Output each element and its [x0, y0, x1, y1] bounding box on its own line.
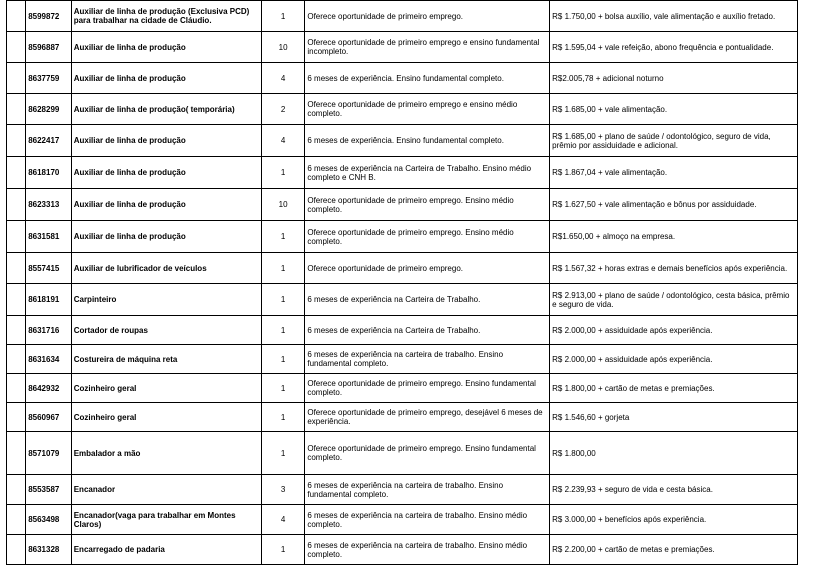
requirements: 6 meses de experiência. Ensino fundamental completo.: [305, 125, 550, 157]
job-title: Auxiliar de linha de produção: [71, 221, 261, 253]
job-title: Costureira de máquina reta: [71, 345, 261, 374]
salary-benefits: R$ 1.546,60 + gorjeta: [550, 403, 798, 432]
requirements: 6 meses de experiência. Ensino fundamental completo.: [305, 63, 550, 94]
vacancy-count: 1: [261, 535, 304, 565]
row-gap-cell: [7, 316, 26, 345]
vacancy-code: 8618170: [26, 157, 72, 189]
vacancy-code: 8571079: [26, 432, 72, 475]
job-title: Encanador: [71, 475, 261, 505]
table-body: [7, 1, 798, 565]
table-row: [7, 32, 798, 63]
vacancy-code: 8560967: [26, 403, 72, 432]
vacancy-code: 8618191: [26, 284, 72, 316]
requirements: Oferece oportunidade de primeiro emprego e ensino fundamental incompleto.: [305, 32, 550, 63]
requirements: Oferece oportunidade de primeiro emprego. Ensino médio completo.: [305, 189, 550, 221]
table-row: [7, 94, 798, 125]
table-row: [7, 157, 798, 189]
requirements: Oferece oportunidade de primeiro emprego. Ensino fundamental completo.: [305, 432, 550, 475]
vacancy-count: 4: [261, 505, 304, 535]
salary-benefits: R$ 2.239,93 + seguro de vida e cesta básica.: [550, 475, 798, 505]
job-vacancies-table: [6, 0, 798, 565]
vacancy-code: 8596887: [26, 32, 72, 63]
requirements: Oferece oportunidade de primeiro emprego. Ensino médio completo.: [305, 221, 550, 253]
vacancy-code: 8623313: [26, 189, 72, 221]
row-gap-cell: [7, 374, 26, 403]
vacancy-count: 1: [261, 221, 304, 253]
row-gap-cell: [7, 432, 26, 475]
requirements: Oferece oportunidade de primeiro emprego.: [305, 253, 550, 284]
vacancy-code: 8622417: [26, 125, 72, 157]
vacancy-code: 8631634: [26, 345, 72, 374]
salary-benefits: R$ 1.867,04 + vale alimentação.: [550, 157, 798, 189]
row-gap-cell: [7, 221, 26, 253]
vacancy-count: 3: [261, 475, 304, 505]
job-title: Embalador a mão: [71, 432, 261, 475]
row-gap-cell: [7, 125, 26, 157]
row-gap-cell: [7, 94, 26, 125]
salary-benefits: R$ 3.000,00 + benefícios após experiência.: [550, 505, 798, 535]
salary-benefits: R$1.650,00 + almoço na empresa.: [550, 221, 798, 253]
row-gap-cell: [7, 535, 26, 565]
salary-benefits: R$ 1.800,00 + cartão de metas e premiações.: [550, 374, 798, 403]
vacancy-count: 1: [261, 345, 304, 374]
salary-benefits: R$ 1.567,32 + horas extras e demais benefícios após experiência.: [550, 253, 798, 284]
vacancy-code: 8599872: [26, 1, 72, 32]
row-gap-cell: [7, 157, 26, 189]
salary-benefits: R$ 2.200,00 + cartão de metas e premiações.: [550, 535, 798, 565]
salary-benefits: R$ 1.627,50 + vale alimentação e bônus por assiduidade.: [550, 189, 798, 221]
vacancy-count: 1: [261, 157, 304, 189]
vacancy-count: 1: [261, 1, 304, 32]
requirements: 6 meses de experiência na carteira de trabalho. Ensino médio completo.: [305, 535, 550, 565]
requirements: 6 meses de experiência na Carteira de Trabalho.: [305, 284, 550, 316]
vacancy-count: 1: [261, 374, 304, 403]
vacancy-code: 8631328: [26, 535, 72, 565]
vacancy-count: 2: [261, 94, 304, 125]
vacancy-code: 8642932: [26, 374, 72, 403]
salary-benefits: R$ 1.685,00 + plano de saúde / odontológico, seguro de vida, prêmio por assiduidade e adicional.: [550, 125, 798, 157]
job-title: Auxiliar de linha de produção: [71, 32, 261, 63]
requirements: Oferece oportunidade de primeiro emprego e ensino médio completo.: [305, 94, 550, 125]
salary-benefits: R$ 2.913,00 + plano de saúde / odontológico, cesta básica, prêmio e seguro de vida.: [550, 284, 798, 316]
vacancy-code: 8563498: [26, 505, 72, 535]
vacancy-code: 8637759: [26, 63, 72, 94]
table-row: [7, 1, 798, 32]
table-row: [7, 505, 798, 535]
vacancy-count: 1: [261, 316, 304, 345]
vacancy-code: 8628299: [26, 94, 72, 125]
job-title: Carpinteiro: [71, 284, 261, 316]
requirements: 6 meses de experiência na carteira de trabalho. Ensino médio completo.: [305, 505, 550, 535]
table-row: [7, 345, 798, 374]
job-title: Encarregado de padaria: [71, 535, 261, 565]
table-row: [7, 253, 798, 284]
vacancy-count: 4: [261, 125, 304, 157]
vacancy-count: 4: [261, 63, 304, 94]
row-gap-cell: [7, 1, 26, 32]
row-gap-cell: [7, 475, 26, 505]
salary-benefits: R$ 1.800,00: [550, 432, 798, 475]
vacancy-count: 1: [261, 284, 304, 316]
requirements: 6 meses de experiência na carteira de trabalho. Ensino fundamental completo.: [305, 345, 550, 374]
salary-benefits: R$ 2.000,00 + assiduidade após experiência.: [550, 345, 798, 374]
vacancy-code: 8553587: [26, 475, 72, 505]
vacancy-count: 1: [261, 403, 304, 432]
row-gap-cell: [7, 32, 26, 63]
vacancy-code: 8631581: [26, 221, 72, 253]
row-gap-cell: [7, 505, 26, 535]
requirements: Oferece oportunidade de primeiro emprego, desejável 6 meses de experiência.: [305, 403, 550, 432]
vacancy-count: 10: [261, 189, 304, 221]
requirements: Oferece oportunidade de primeiro emprego.: [305, 1, 550, 32]
vacancy-code: 8631716: [26, 316, 72, 345]
vacancy-count: 10: [261, 32, 304, 63]
table-row: [7, 403, 798, 432]
salary-benefits: R$ 1.750,00 + bolsa auxílio, vale alimentação e auxílio fretado.: [550, 1, 798, 32]
row-gap-cell: [7, 345, 26, 374]
vacancy-count: 1: [261, 432, 304, 475]
row-gap-cell: [7, 189, 26, 221]
table-row: [7, 432, 798, 475]
job-title: Auxiliar de lubrificador de veículos: [71, 253, 261, 284]
salary-benefits: R$ 1.595,04 + vale refeição, abono frequência e pontualidade.: [550, 32, 798, 63]
row-gap-cell: [7, 284, 26, 316]
requirements: Oferece oportunidade de primeiro emprego. Ensino fundamental completo.: [305, 374, 550, 403]
job-title: Cortador de roupas: [71, 316, 261, 345]
table-row: [7, 189, 798, 221]
table-row: [7, 316, 798, 345]
salary-benefits: R$2.005,78 + adicional noturno: [550, 63, 798, 94]
job-title: Auxiliar de linha de produção: [71, 125, 261, 157]
table-row: [7, 475, 798, 505]
job-title: Auxiliar de linha de produção: [71, 63, 261, 94]
table-row: [7, 535, 798, 565]
job-title: Auxiliar de linha de produção: [71, 157, 261, 189]
job-title: Cozinheiro geral: [71, 403, 261, 432]
table-row: [7, 63, 798, 94]
row-gap-cell: [7, 63, 26, 94]
row-gap-cell: [7, 403, 26, 432]
table-row: [7, 125, 798, 157]
requirements: 6 meses de experiência na carteira de trabalho. Ensino fundamental completo.: [305, 475, 550, 505]
salary-benefits: R$ 2.000,00 + assiduidade após experiência.: [550, 316, 798, 345]
job-title: Auxiliar de linha de produção( temporária): [71, 94, 261, 125]
vacancy-code: 8557415: [26, 253, 72, 284]
vacancy-count: 1: [261, 253, 304, 284]
requirements: 6 meses de experiência na Carteira de Trabalho. Ensino médio completo e CNH B.: [305, 157, 550, 189]
row-gap-cell: [7, 253, 26, 284]
table-row: [7, 221, 798, 253]
salary-benefits: R$ 1.685,00 + vale alimentação.: [550, 94, 798, 125]
job-title: Cozinheiro geral: [71, 374, 261, 403]
table-row: [7, 374, 798, 403]
job-title: Auxiliar de linha de produção: [71, 189, 261, 221]
table-row: [7, 284, 798, 316]
job-title: Encanador(vaga para trabalhar em Montes Claros): [71, 505, 261, 535]
job-title: Auxiliar de linha de produção (Exclusiva PCD) para trabalhar na cidade de Cláudio.: [71, 1, 261, 32]
requirements: 6 meses de experiência na Carteira de Trabalho.: [305, 316, 550, 345]
